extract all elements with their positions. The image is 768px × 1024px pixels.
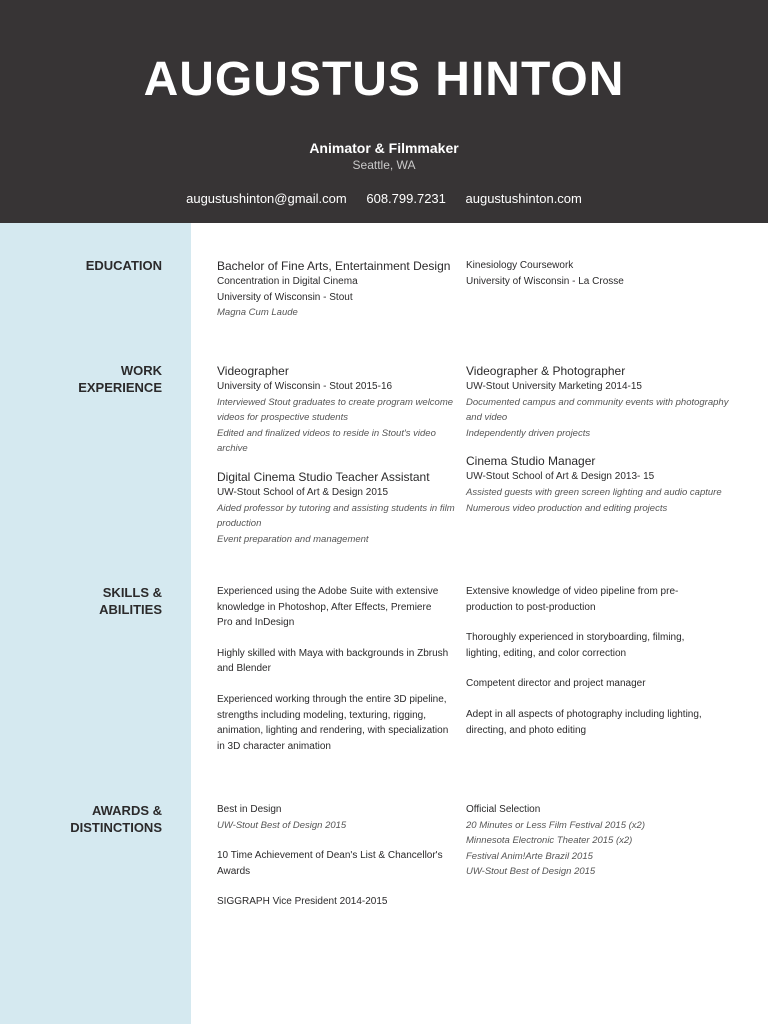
skills-left bbox=[217, 584, 449, 769]
degree-title: Bachelor of Fine Arts, Entertainment Design bbox=[217, 259, 451, 273]
job-title: Videographer & Photographer bbox=[466, 364, 626, 378]
work-left bbox=[217, 363, 457, 559]
degree-concentration: Concentration in Digital Cinema bbox=[217, 276, 358, 287]
awards-label-line1: AWARDS & bbox=[91, 803, 162, 818]
award-title: Official Selection bbox=[466, 804, 541, 815]
job-detail: Edited and finalized videos to reside in Stout's video archive bbox=[217, 427, 436, 455]
award-entry: SIGGRAPH Vice President 2014-2015 bbox=[217, 896, 388, 908]
awards-label-line2: DISTINCTIONS bbox=[70, 820, 162, 835]
job-detail: Event preparation and management bbox=[217, 533, 369, 545]
education-label bbox=[12, 257, 162, 274]
education-right bbox=[466, 258, 736, 289]
job-title: Videographer bbox=[217, 364, 289, 378]
education-left bbox=[217, 258, 457, 321]
award-entry bbox=[217, 802, 449, 833]
job-detail: Numerous video production and editing projects bbox=[466, 502, 668, 514]
work-right bbox=[466, 363, 736, 528]
candidate-location: Seattle, WA bbox=[352, 158, 416, 172]
phone-number: 608.799.7231 bbox=[366, 191, 446, 206]
award-detail: Festival Anim!Arte Brazil 2015 bbox=[466, 850, 593, 862]
job-org: UW-Stout School of Art & Design 2013- 15 bbox=[466, 471, 655, 483]
degree-school: University of Wisconsin - Stout bbox=[217, 291, 353, 303]
award-title: Best in Design bbox=[217, 804, 282, 815]
work-label-line1: WORK bbox=[120, 363, 162, 378]
job-title: Digital Cinema Studio Teacher Assistant bbox=[217, 469, 430, 484]
candidate-name: AUGUSTUS HINTON bbox=[143, 53, 625, 106]
skill-item: Thoroughly experienced in storyboarding, filming, lighting, editing, and color correction bbox=[466, 632, 685, 659]
job-org: UW-Stout School of Art & Design 2015 bbox=[217, 486, 389, 498]
coursework-title: Kinesiology Coursework bbox=[466, 260, 574, 271]
job-detail: Aided professor by tutoring and assisting students in film production bbox=[217, 502, 455, 530]
sidebar-band bbox=[0, 223, 191, 1024]
coursework-school: University of Wisconsin - La Crosse bbox=[466, 275, 624, 287]
awards-left bbox=[217, 802, 449, 925]
skill-item: Highly skilled with Maya with backgrounds in Zbrush and Blender bbox=[217, 647, 449, 675]
skill-item: Adept in all aspects of photography including lighting, directing, and photo editing bbox=[466, 708, 702, 736]
skill-item: Extensive knowledge of video pipeline from pre-production to post-production bbox=[466, 586, 679, 613]
job-detail: Interviewed Stout graduates to create program welcome videos for prospective students bbox=[217, 396, 454, 424]
job-org: University of Wisconsin - Stout 2015-16 bbox=[217, 381, 393, 392]
candidate-role: Animator & Filmmaker bbox=[309, 140, 459, 156]
work-label bbox=[12, 362, 162, 396]
job-detail: Independently driven projects bbox=[466, 427, 591, 439]
award-detail: 20 Minutes or Less Film Festival 2015 (x2) bbox=[466, 819, 645, 831]
skill-item: Experienced using the Adobe Suite with extensive knowledge in Photoshop, After Effects, Premiere Pro and InDesign bbox=[217, 586, 439, 629]
awards-label bbox=[12, 802, 162, 836]
contact-line bbox=[0, 190, 768, 208]
degree-honor: Magna Cum Laude bbox=[217, 307, 298, 319]
award-detail: Minnesota Electronic Theater 2015 (x2) bbox=[466, 835, 633, 847]
job-entry bbox=[466, 453, 736, 516]
skills-label-line2: ABILITIES bbox=[99, 602, 162, 617]
email-link[interactable]: augustushinton@gmail.com bbox=[186, 191, 347, 206]
job-detail: Assisted guests with green screen lighting and audio capture bbox=[466, 486, 722, 498]
job-title: Cinema Studio Manager bbox=[466, 454, 596, 469]
job-detail: Documented campus and community events with photography and video bbox=[466, 396, 729, 424]
award-detail: UW-Stout Best of Design 2015 bbox=[466, 866, 596, 878]
award-detail: UW-Stout Best of Design 2015 bbox=[217, 819, 347, 831]
skills-right bbox=[466, 584, 711, 753]
website-link[interactable]: augustushinton.com bbox=[465, 191, 582, 206]
job-org: UW-Stout University Marketing 2014-15 bbox=[466, 381, 642, 392]
job-entry bbox=[217, 469, 457, 547]
job-entry bbox=[217, 363, 457, 457]
work-label-line2: EXPERIENCE bbox=[78, 380, 162, 395]
award-entry: 10 Time Achievement of Dean's List & Chancellor's Awards bbox=[217, 850, 443, 877]
skills-label-line1: SKILLS & bbox=[102, 585, 162, 600]
awards-right bbox=[466, 802, 736, 880]
job-entry bbox=[466, 363, 736, 441]
education-label-text: EDUCATION bbox=[85, 258, 162, 273]
skill-item: Competent director and project manager bbox=[466, 678, 646, 690]
skills-label bbox=[12, 584, 162, 618]
skill-item: Experienced working through the entire 3D pipeline, strengths including modeling, texturing, rigging, animation, lighting and rendering, with specialization in 3D character animation bbox=[217, 693, 449, 752]
resume-header bbox=[0, 0, 768, 223]
